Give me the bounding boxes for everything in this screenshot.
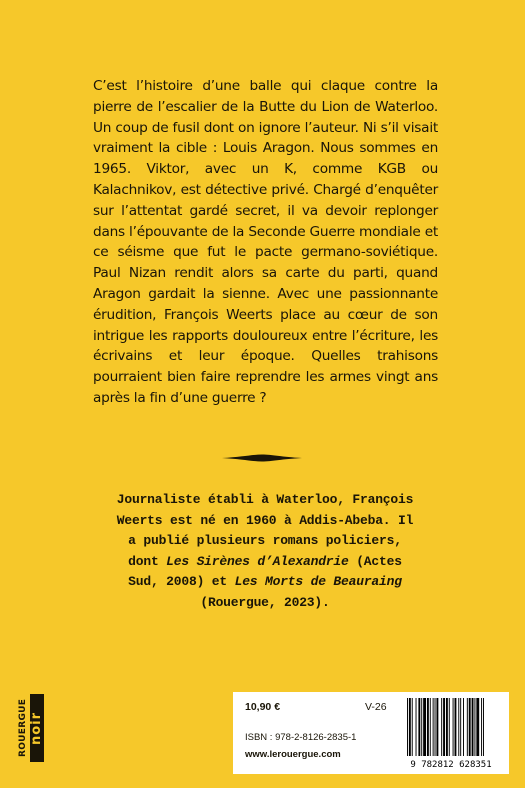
bio-text-1: Journaliste établi à Waterloo, François Weerts est né en 1960 à Addis-Abeba. Il a publié plusieurs romans policiers, dont [116, 492, 414, 569]
barcode-icon [399, 696, 503, 770]
catalog-code: V-26 [365, 701, 387, 713]
isbn: ISBN : 978-2-8126-2835-1 [245, 732, 357, 743]
bio-book-title-2: Les Morts de Beauraing [234, 574, 402, 590]
bio-book-title-1: Les Sirènes d’Alexandrie [166, 553, 349, 569]
ornament-divider [222, 453, 302, 463]
collection-name: noir [30, 694, 44, 762]
publisher-url: www.lerouergue.com [245, 749, 341, 760]
publisher-name: ROUERGUE [18, 698, 28, 758]
bio-text-3: (Rouergue, 2023). [200, 594, 330, 610]
author-bio [115, 490, 415, 614]
back-cover-blurb: C’est l’histoire d’une balle qui claque contre la pierre de l’escalier de la Butte du Lion de Waterloo. Un coup de fusil dont on ignore l’auteur. Ni s’il visait vraiment la cible : Louis Aragon. Nous sommes en 1965. Viktor, avec un K, comme KGB ou Kalachnikov, est détective privé. Chargé d’enquêter sur l’attentat gardé secret, il va devoir replonger dans l’épouvante de la Seconde Guerre mondiale et ce séisme que fut le pacte germano-soviétique. Paul Nizan rendit alors sa carte du parti, quand Aragon gardait la sienne. Avec une passionnante érudition, François Weerts place au cœur de son intrigue les rapports douloureux entre l’écriture, les écrivains et leur époque. Quelles trahisons pourraient bien faire reprendre les armes vingt ans après la fin d’une guerre ? [93, 78, 438, 406]
bio-text-2: (Actes Sud, 2008) et [128, 553, 402, 590]
barcode-digits: 9 782812 628351 [410, 760, 492, 770]
price: 10,90 € [245, 701, 281, 713]
barcode-panel [233, 692, 509, 774]
publisher-logo [18, 688, 44, 768]
